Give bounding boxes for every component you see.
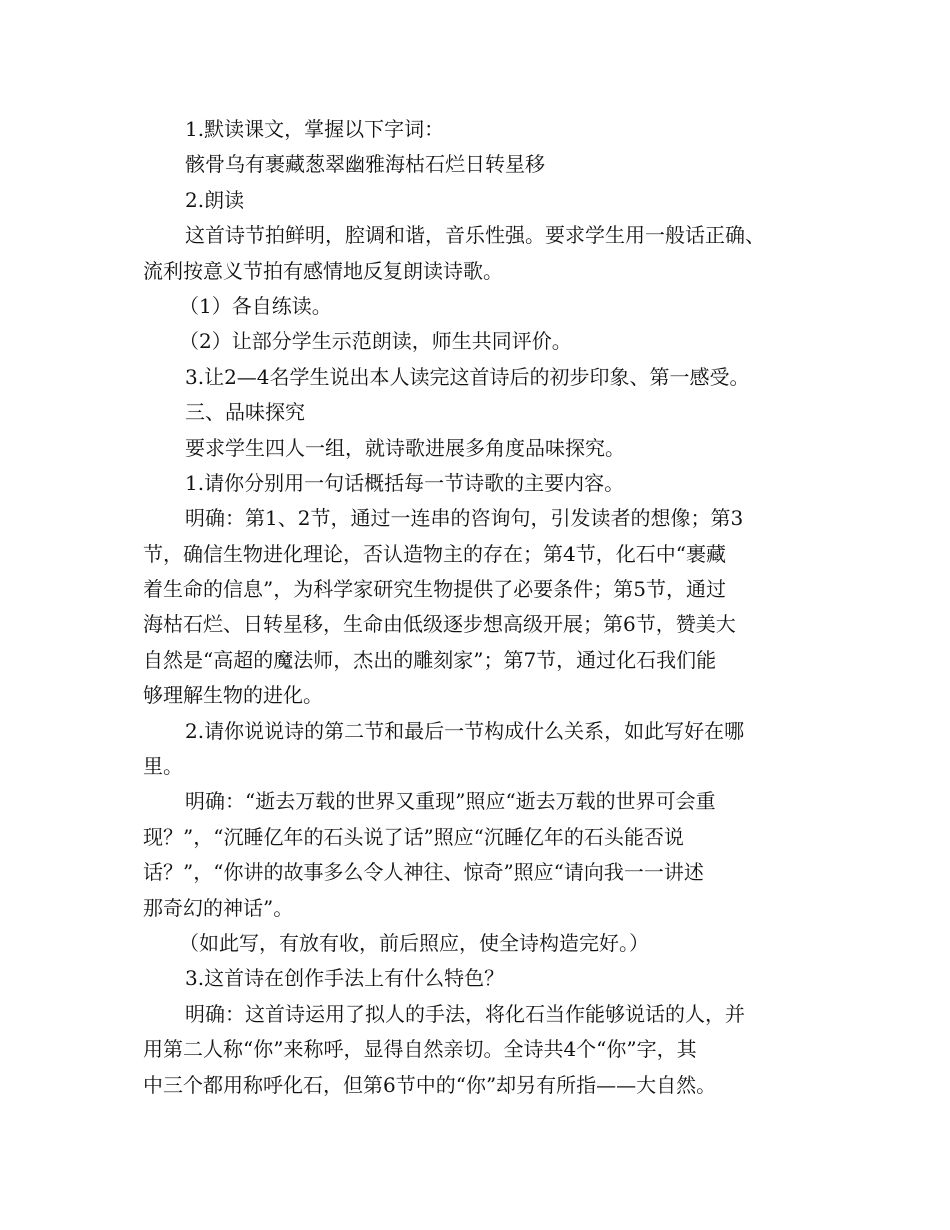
text-line: （如此写，有放有收，前后照应，使全诗构造完好。）	[179, 930, 649, 955]
text-line: （1）各自练读。	[179, 293, 332, 318]
text-line: 中三个都用称呼化石，但第6节中的“你”却另有所指——大自然。	[143, 1072, 717, 1097]
text-line: 那奇幻的神话”。	[143, 895, 294, 920]
text-line: 2.朗读	[185, 187, 245, 212]
text-line: 够理解生物的进化。	[143, 683, 323, 708]
text-line: 1.默读课文，掌握以下字词：	[185, 117, 445, 141]
text-line: 2.请你说说诗的第二节和最后一节构成什么关系，如此写好在哪	[185, 718, 745, 743]
text-line: 骸骨乌有裹藏葱翠幽雅海枯石烂日转星移	[185, 152, 545, 177]
text-line: 用第二人称“你”来称呼，显得自然亲切。全诗共4个“你”字，其	[143, 1037, 697, 1062]
text-line: 现？”，“沉睡亿年的石头说了话”照应“沉睡亿年的石头能否说	[143, 824, 684, 849]
document-body	[143, 112, 815, 1103]
text-line: 自然是“高超的魔法师，杰出的雕刻家”；第7节，通过化石我们能	[143, 647, 717, 672]
text-line: （2）让部分学生示范朗读，师生共同评价。	[179, 329, 572, 354]
text-line: 明确：这首诗运用了拟人的手法，将化石当作能够说话的人，并	[185, 1001, 745, 1026]
text-line: 这首诗节拍鲜明，腔调和谐，音乐性强。要求学生用一般话正确、	[185, 223, 765, 248]
text-line: 里。	[143, 754, 183, 779]
section-heading: 三、品味探究	[185, 400, 305, 425]
text-line: 3.这首诗在创作手法上有什么特色？	[185, 966, 505, 991]
text-line: 要求学生四人一组，就诗歌进展多角度品味探究。	[185, 435, 625, 460]
text-line: 节，确信生物进化理论，否认造物主的存在；第4节，化石中“裹藏	[143, 541, 726, 566]
text-line: 明确：第1、2节，通过一连串的咨询句，引发读者的想像；第3	[185, 506, 744, 531]
text-line: 着生命的信息”，为科学家研究生物提供了必要条件；第5节，通过	[143, 577, 726, 602]
text-line: 1.请你分别用一句话概括每一节诗歌的主要内容。	[185, 470, 625, 495]
text-line: 话？”，“你讲的故事多么令人神往、惊奇”照应“请向我一一讲述	[143, 860, 704, 885]
text-line: 3.让2—4名学生说出本人读完这首诗后的初步印象、第一感受。	[185, 364, 750, 389]
text-line: 海枯石烂、日转星移，生命由低级逐步想高级开展；第6节，赞美大	[143, 612, 736, 637]
text-line: 流利按意义节拍有感情地反复朗读诗歌。	[143, 258, 503, 283]
text-line: 明确：“逝去万载的世界又重现”照应“逝去万载的世界可会重	[185, 789, 716, 814]
